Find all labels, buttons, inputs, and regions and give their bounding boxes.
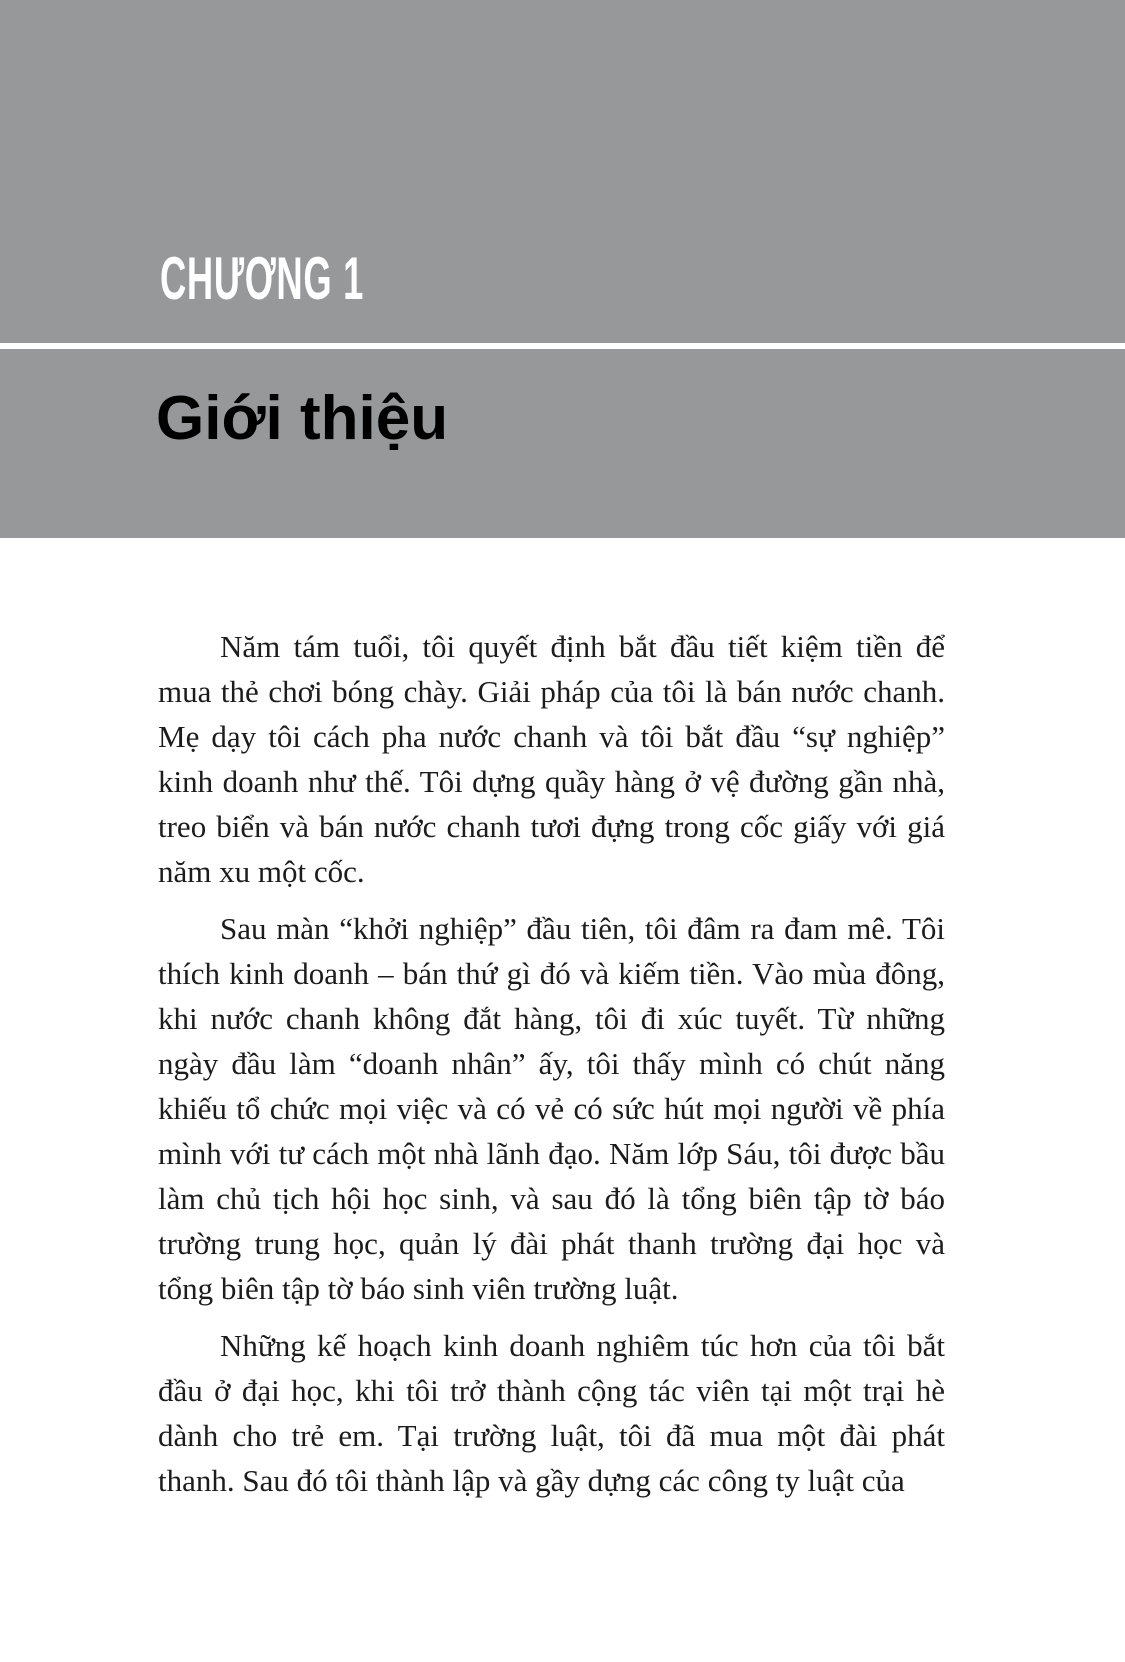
paragraph-1: Năm tám tuổi, tôi quyết định bắt đầu tiết kiệm tiền để mua thẻ chơi bóng chày. Giải pháp của tôi là bán nước chanh. Mẹ dạy tôi cách pha nước chanh và tôi bắt đầu “sự nghiệp” kinh doanh như thế. Tôi dựng quầy hàng ở vệ đường gần nhà, treo biển và bán nước chanh tươi đựng trong cốc giấy với giá năm xu một cốc. xyxy=(158,629,945,889)
chapter-header-band xyxy=(0,0,1125,538)
paragraph-2: Sau màn “khởi nghiệp” đầu tiên, tôi đâm ra đam mê. Tôi thích kinh doanh – bán thứ gì đó và kiếm tiền. Vào mùa đông, khi nước chanh không đắt hàng, tôi đi xúc tuyết. Từ những ngày đầu làm “doanh nhân” ấy, tôi thấy mình có chút năng khiếu tổ chức mọi việc và có vẻ có sức hút mọi người về phía mình với tư cách một nhà lãnh đạo. Năm lớp Sáu, tôi được bầu làm chủ tịch hội học sinh, và sau đó là tổng biên tập tờ báo trường trung học, quản lý đài phát thanh trường đại học và tổng biên tập tờ báo sinh viên trường luật. xyxy=(158,911,945,1306)
chapter-number-label: CHƯƠNG 1 xyxy=(160,243,364,312)
body-text-block xyxy=(158,624,945,1515)
header-separator-rule xyxy=(0,343,1125,349)
paragraph-3: Những kế hoạch kinh doanh nghiêm túc hơn của tôi bắt đầu ở đại học, khi tôi trở thành cộng tác viên tại một trại hè dành cho trẻ em. Tại trường luật, tôi đã mua một đài phát thanh. Sau đó tôi thành lập và gầy dựng các công ty luật của xyxy=(158,1328,945,1498)
chapter-title: Giới thiệu xyxy=(156,384,449,453)
